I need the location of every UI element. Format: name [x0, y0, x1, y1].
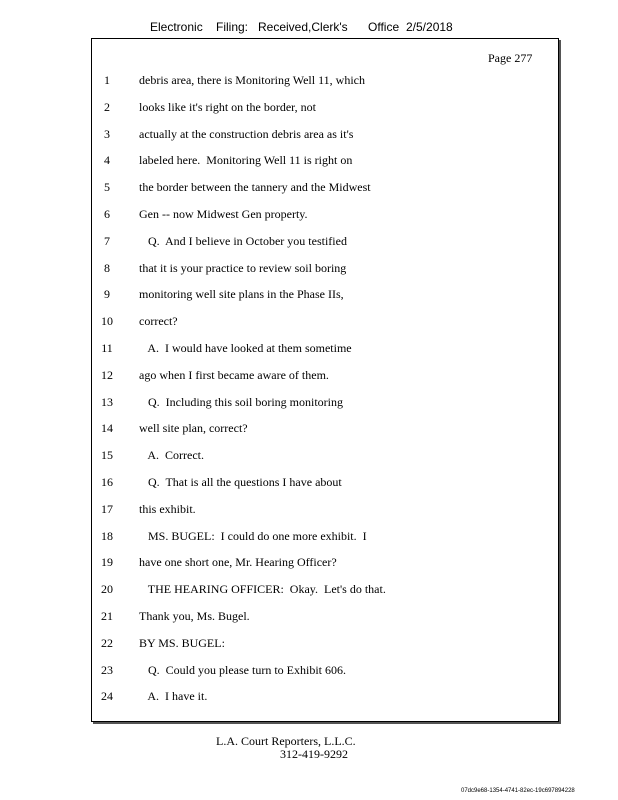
line-number: 18 — [101, 528, 113, 543]
line-text: debris area, there is Monitoring Well 11, which — [139, 73, 365, 87]
line-number: 15 — [101, 448, 113, 463]
transcript-line — [0, 287, 618, 305]
line-text: Q. And I believe in October you testified — [139, 233, 347, 248]
line-number: 7 — [104, 233, 110, 248]
line-number: 16 — [101, 475, 113, 489]
line-text: that it is your practice to review soil boring — [139, 260, 347, 275]
transcript-line — [0, 207, 618, 225]
transcript-line — [0, 153, 618, 171]
line-text: Gen -- now Midwest Gen property. — [139, 207, 308, 221]
transcript-line — [0, 180, 618, 198]
transcript-line — [0, 127, 618, 145]
transcript-line — [0, 73, 618, 91]
line-number: 19 — [101, 555, 113, 570]
page-number: Page 277 — [488, 51, 533, 65]
reporter-phone: 312-419-9292 — [280, 747, 348, 761]
line-text: ago when I first became aware of them. — [139, 367, 329, 382]
transcript-line — [0, 368, 618, 386]
line-number: 11 — [101, 341, 113, 355]
line-text: this exhibit. — [139, 501, 196, 516]
line-number: 4 — [104, 153, 110, 168]
line-number: 9 — [104, 287, 110, 302]
stamp-part: Electronic — [150, 20, 203, 34]
line-text: THE HEARING OFFICER: Okay. Let's do that. — [139, 582, 386, 597]
transcript-line — [0, 636, 618, 654]
transcript-line — [0, 395, 618, 413]
stamp-part: Office — [368, 20, 400, 34]
line-text: monitoring well site plans in the Phase IIs, — [139, 287, 344, 302]
transcript-line — [0, 689, 618, 707]
transcript-line — [0, 100, 618, 118]
transcript-line — [0, 502, 618, 520]
line-text: BY MS. BUGEL: — [139, 635, 225, 650]
line-number: 22 — [101, 635, 113, 650]
line-text: have one short one, Mr. Hearing Officer? — [139, 555, 337, 570]
line-number: 21 — [101, 609, 113, 623]
line-number: 12 — [101, 367, 113, 382]
line-text: A. I would have looked at them sometime — [139, 341, 352, 355]
line-text: Q. Could you please turn to Exhibit 606. — [139, 662, 346, 677]
transcript-line — [0, 475, 618, 493]
line-number: 10 — [101, 314, 113, 329]
reporter-company: L.A. Court Reporters, L.L.C. — [216, 734, 356, 748]
transcript-line — [0, 663, 618, 681]
line-number: 2 — [104, 99, 110, 114]
line-text: correct? — [139, 314, 178, 329]
transcript-line — [0, 448, 618, 466]
stamp-part: Received,Clerk's — [258, 20, 348, 34]
transcript-line — [0, 555, 618, 573]
transcript-line — [0, 234, 618, 252]
line-text: A. I have it. — [139, 689, 208, 704]
transcript-line — [0, 261, 618, 279]
line-number: 20 — [101, 582, 113, 597]
transcript-line — [0, 421, 618, 439]
line-text: well site plan, correct? — [139, 421, 248, 436]
line-number: 24 — [101, 689, 113, 704]
line-text: the border between the tannery and the Midwest — [139, 180, 371, 195]
line-number: 1 — [104, 73, 110, 87]
line-number: 17 — [101, 501, 113, 516]
line-text: Thank you, Ms. Bugel. — [139, 609, 250, 623]
line-text: Q. Including this soil boring monitoring — [139, 394, 343, 409]
line-number: 14 — [101, 421, 113, 436]
line-number: 8 — [104, 260, 110, 275]
line-number: 23 — [101, 662, 113, 677]
transcript-line — [0, 529, 618, 547]
stamp-part: 2/5/2018 — [406, 20, 453, 34]
document-id: 07dc9e68-1354-4741-82ec-19c697894228 — [461, 788, 575, 794]
transcript-line — [0, 582, 618, 600]
line-text: looks like it's right on the border, not — [139, 99, 316, 114]
stamp-part: Filing: — [216, 20, 249, 34]
line-number: 6 — [104, 207, 110, 221]
transcript-line — [0, 609, 618, 627]
line-text: A. Correct. — [139, 448, 204, 463]
transcript-line — [0, 341, 618, 359]
line-text: labeled here. Monitoring Well 11 is right on — [139, 153, 353, 168]
line-text: actually at the construction debris area as it's — [139, 126, 354, 141]
line-number: 3 — [104, 126, 110, 141]
filing-stamp — [0, 20, 618, 36]
line-number: 13 — [101, 394, 113, 409]
line-text: MS. BUGEL: I could do one more exhibit. I — [139, 528, 367, 543]
line-text: Q. That is all the questions I have about — [139, 475, 342, 489]
transcript-line — [0, 314, 618, 332]
line-number: 5 — [104, 180, 110, 195]
